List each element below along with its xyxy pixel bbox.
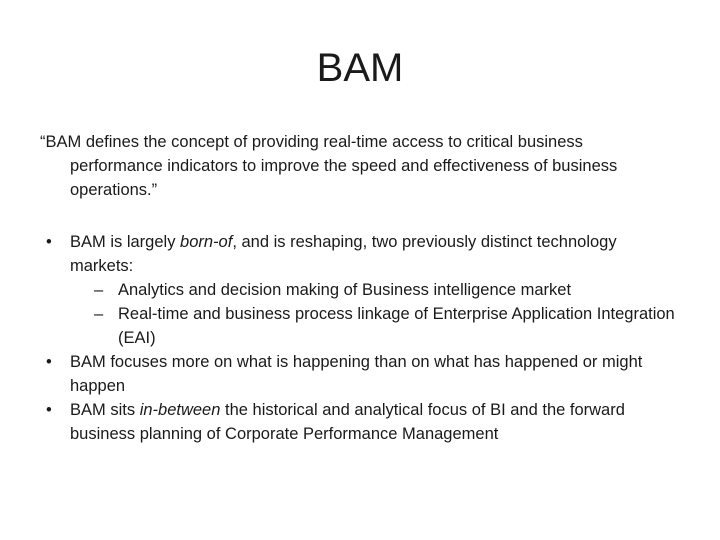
sub-bullet-marker: – (94, 305, 104, 323)
bullet-text-pre: BAM sits (70, 401, 140, 419)
bullet-item-born-of (40, 230, 680, 278)
slide-body (40, 130, 680, 446)
bullet-text-post: , and is reshaping, two previously distinct technology markets: (70, 233, 617, 275)
bullet-text: BAM focuses more on what is happening than on what has happened or might happen (70, 353, 643, 395)
bullet-text-em: in-between (139, 401, 221, 419)
bullet-text-pre: BAM is largely (70, 233, 181, 251)
bullet-item-in-between (40, 398, 680, 446)
definition-quote: “BAM defines the concept of providing real-time access to critical business performance indicators to improve the speed and effectiveness of business operations.” (40, 133, 618, 199)
sub-bullet-marker: – (94, 281, 104, 299)
bullet-marker: • (46, 353, 52, 371)
bullet-marker: • (46, 233, 52, 251)
bullet-text-em: born-of (180, 233, 233, 251)
bullet-text-post: the historical and analytical focus of BI and the forward business planning of Corporate Performance Management (70, 401, 625, 443)
sub-bullet-item-bi (40, 278, 680, 302)
slide-title: BAM (316, 46, 404, 90)
bullet-marker: • (46, 401, 52, 419)
bullet-item-focus (40, 350, 680, 398)
sub-bullet-text: Analytics and decision making of Business intelligence market (118, 281, 572, 299)
sub-bullet-text: Real-time and business process linkage of Enterprise Application Integration (EAI) (118, 305, 675, 347)
sub-bullet-item-eai (40, 302, 680, 350)
